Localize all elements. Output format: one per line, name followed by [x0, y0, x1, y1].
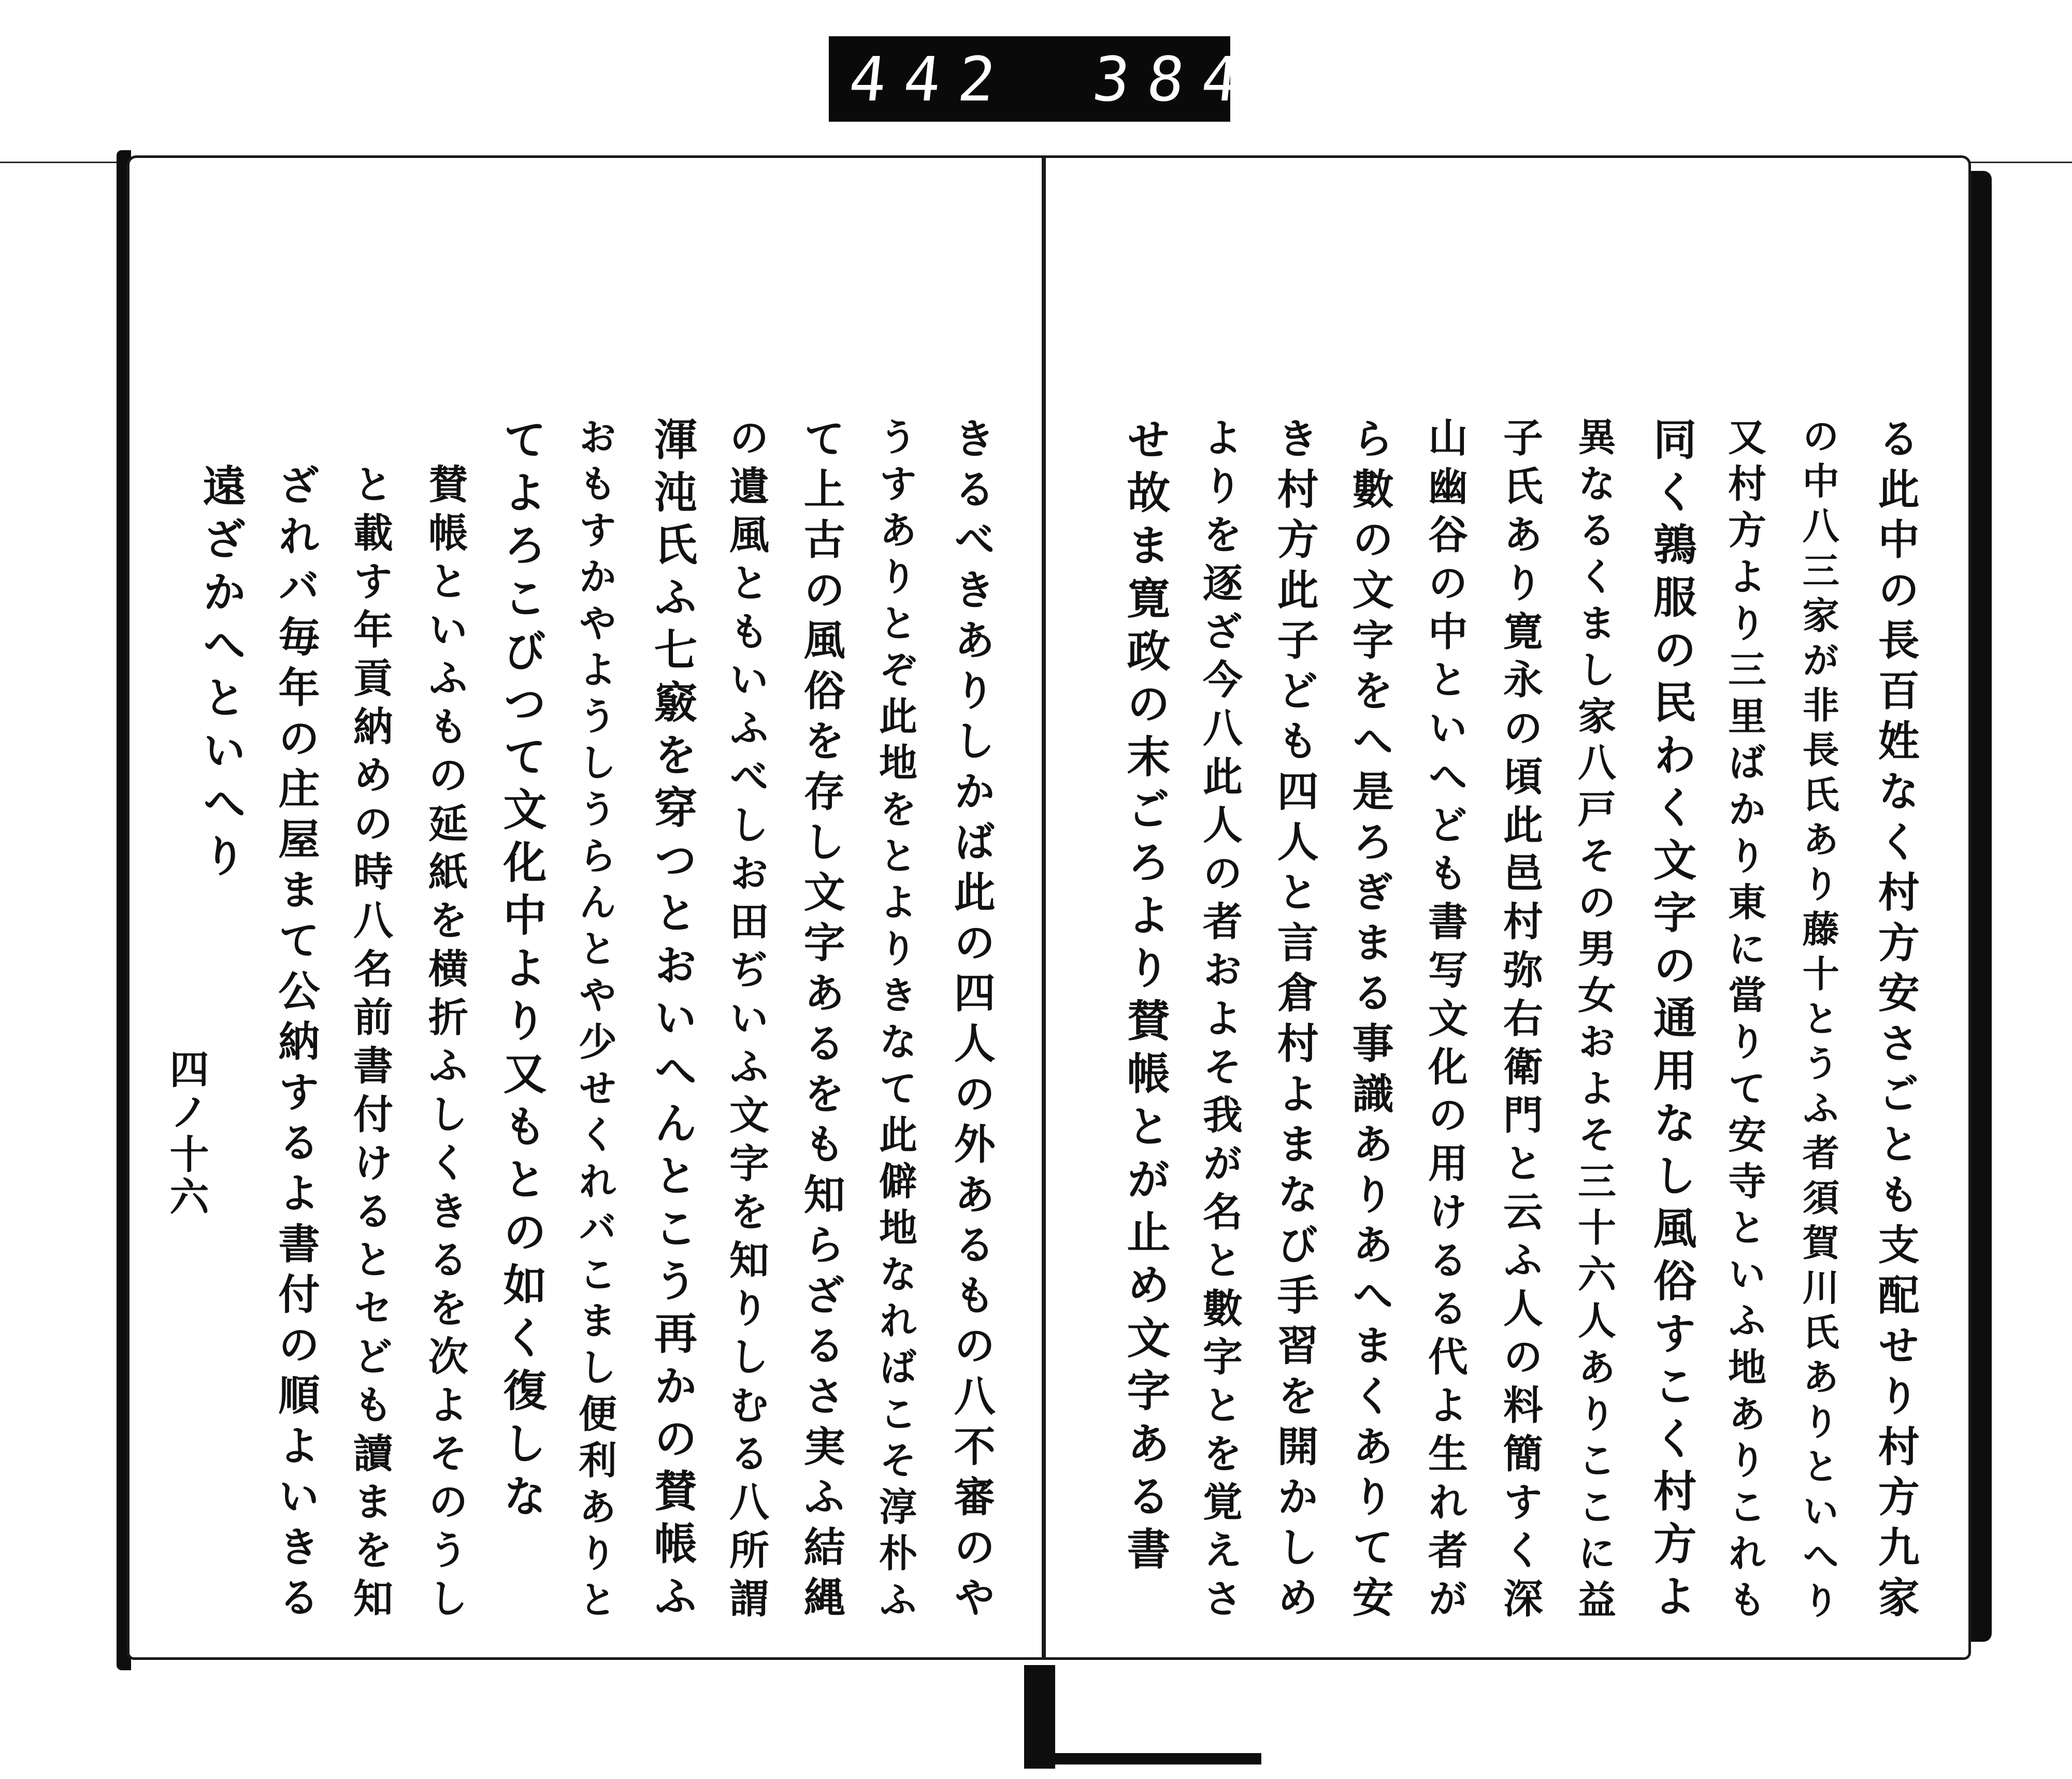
- left-line-1: きるべきありしかば此の四人の外あるもの八不審のや: [947, 417, 996, 1626]
- right-line-1: る此中の長百姓なく村方安さごとも支配せり村方九家: [1871, 417, 1920, 1626]
- right-line-3: 又村方より三里ばかり東に當りて安寺といふ地ありこれも: [1721, 417, 1766, 1626]
- right-line-10: よりを逐ざ今八此人の者およそ我が名と數字とを覚えさ: [1195, 417, 1242, 1626]
- right-line-5: 異なるくまし家八戸その男女およそ三十六人ありここに益: [1571, 417, 1616, 1626]
- left-line-3: て上古の風俗を存し文字あるをも知らざるさ実ふ結縄: [797, 417, 846, 1626]
- right-page: [1044, 155, 1971, 1660]
- frame-counter-left: 442: [845, 44, 1017, 115]
- left-line-4: の遺風ともいふべしお田ぢいふ文字を知りしむる八所謂: [722, 417, 769, 1626]
- left-line-10: ざれバ毎年の庄屋まて公納するよ書付の順よいきる: [271, 464, 320, 1626]
- page-number: 四ノ十六: [163, 1049, 209, 1219]
- left-line-8: 賛帳といふもの延紙を横折ふしくきるを次よそのうし: [422, 464, 469, 1626]
- right-line-2: の中八三家が非長氏あり藤十とうふ者須賀川氏ありといへり: [1796, 417, 1840, 1626]
- left-page: [127, 155, 1044, 1660]
- right-line-9: き村方此子ども四人と言倉村よまなび手習を開かしめ: [1270, 417, 1319, 1626]
- right-line-7: 山幽谷の中といへども書写文化の用けるる代よ生れ者が: [1420, 417, 1467, 1626]
- left-line-11: 遠ざかへといへり: [196, 464, 247, 886]
- right-line-4: 同く鶉服の民わく文字の通用なし風俗すこく村方よ: [1646, 417, 1697, 1626]
- left-line-6: おもすかやようしうらんとや少せくれバこまし便利ありと: [572, 417, 617, 1626]
- frame-counter-right: 384: [1089, 44, 1260, 115]
- right-line-8: ら數の文字をへ是ろぎまる事識ありあへまくありて安: [1345, 417, 1394, 1626]
- left-line-9: と載す年貢納めの時八名前書付けるとセども讀まを知: [347, 464, 394, 1626]
- left-line-2: うすありとぞ此地をとよりきなて此僻地なればこそ淳朴ふ: [872, 417, 917, 1626]
- right-line-11: せ故ま寛政の末ごろより賛帳とが止め文字ある書: [1120, 417, 1171, 1579]
- left-line-5: 渾沌氏ふ七竅を穿つとおいへんとこう再かの賛帳ふ: [646, 417, 698, 1626]
- right-line-6: 子氏あり寛永の頃此邑村弥右衛門と云ふ人の料簡すく深: [1495, 417, 1543, 1626]
- book-spread: [117, 150, 1992, 1670]
- spine-foot: [1044, 1753, 1261, 1764]
- frame-counter: [829, 36, 1260, 122]
- left-line-7: てよろこびつて文化中より又もとの如く復しな: [496, 417, 548, 1526]
